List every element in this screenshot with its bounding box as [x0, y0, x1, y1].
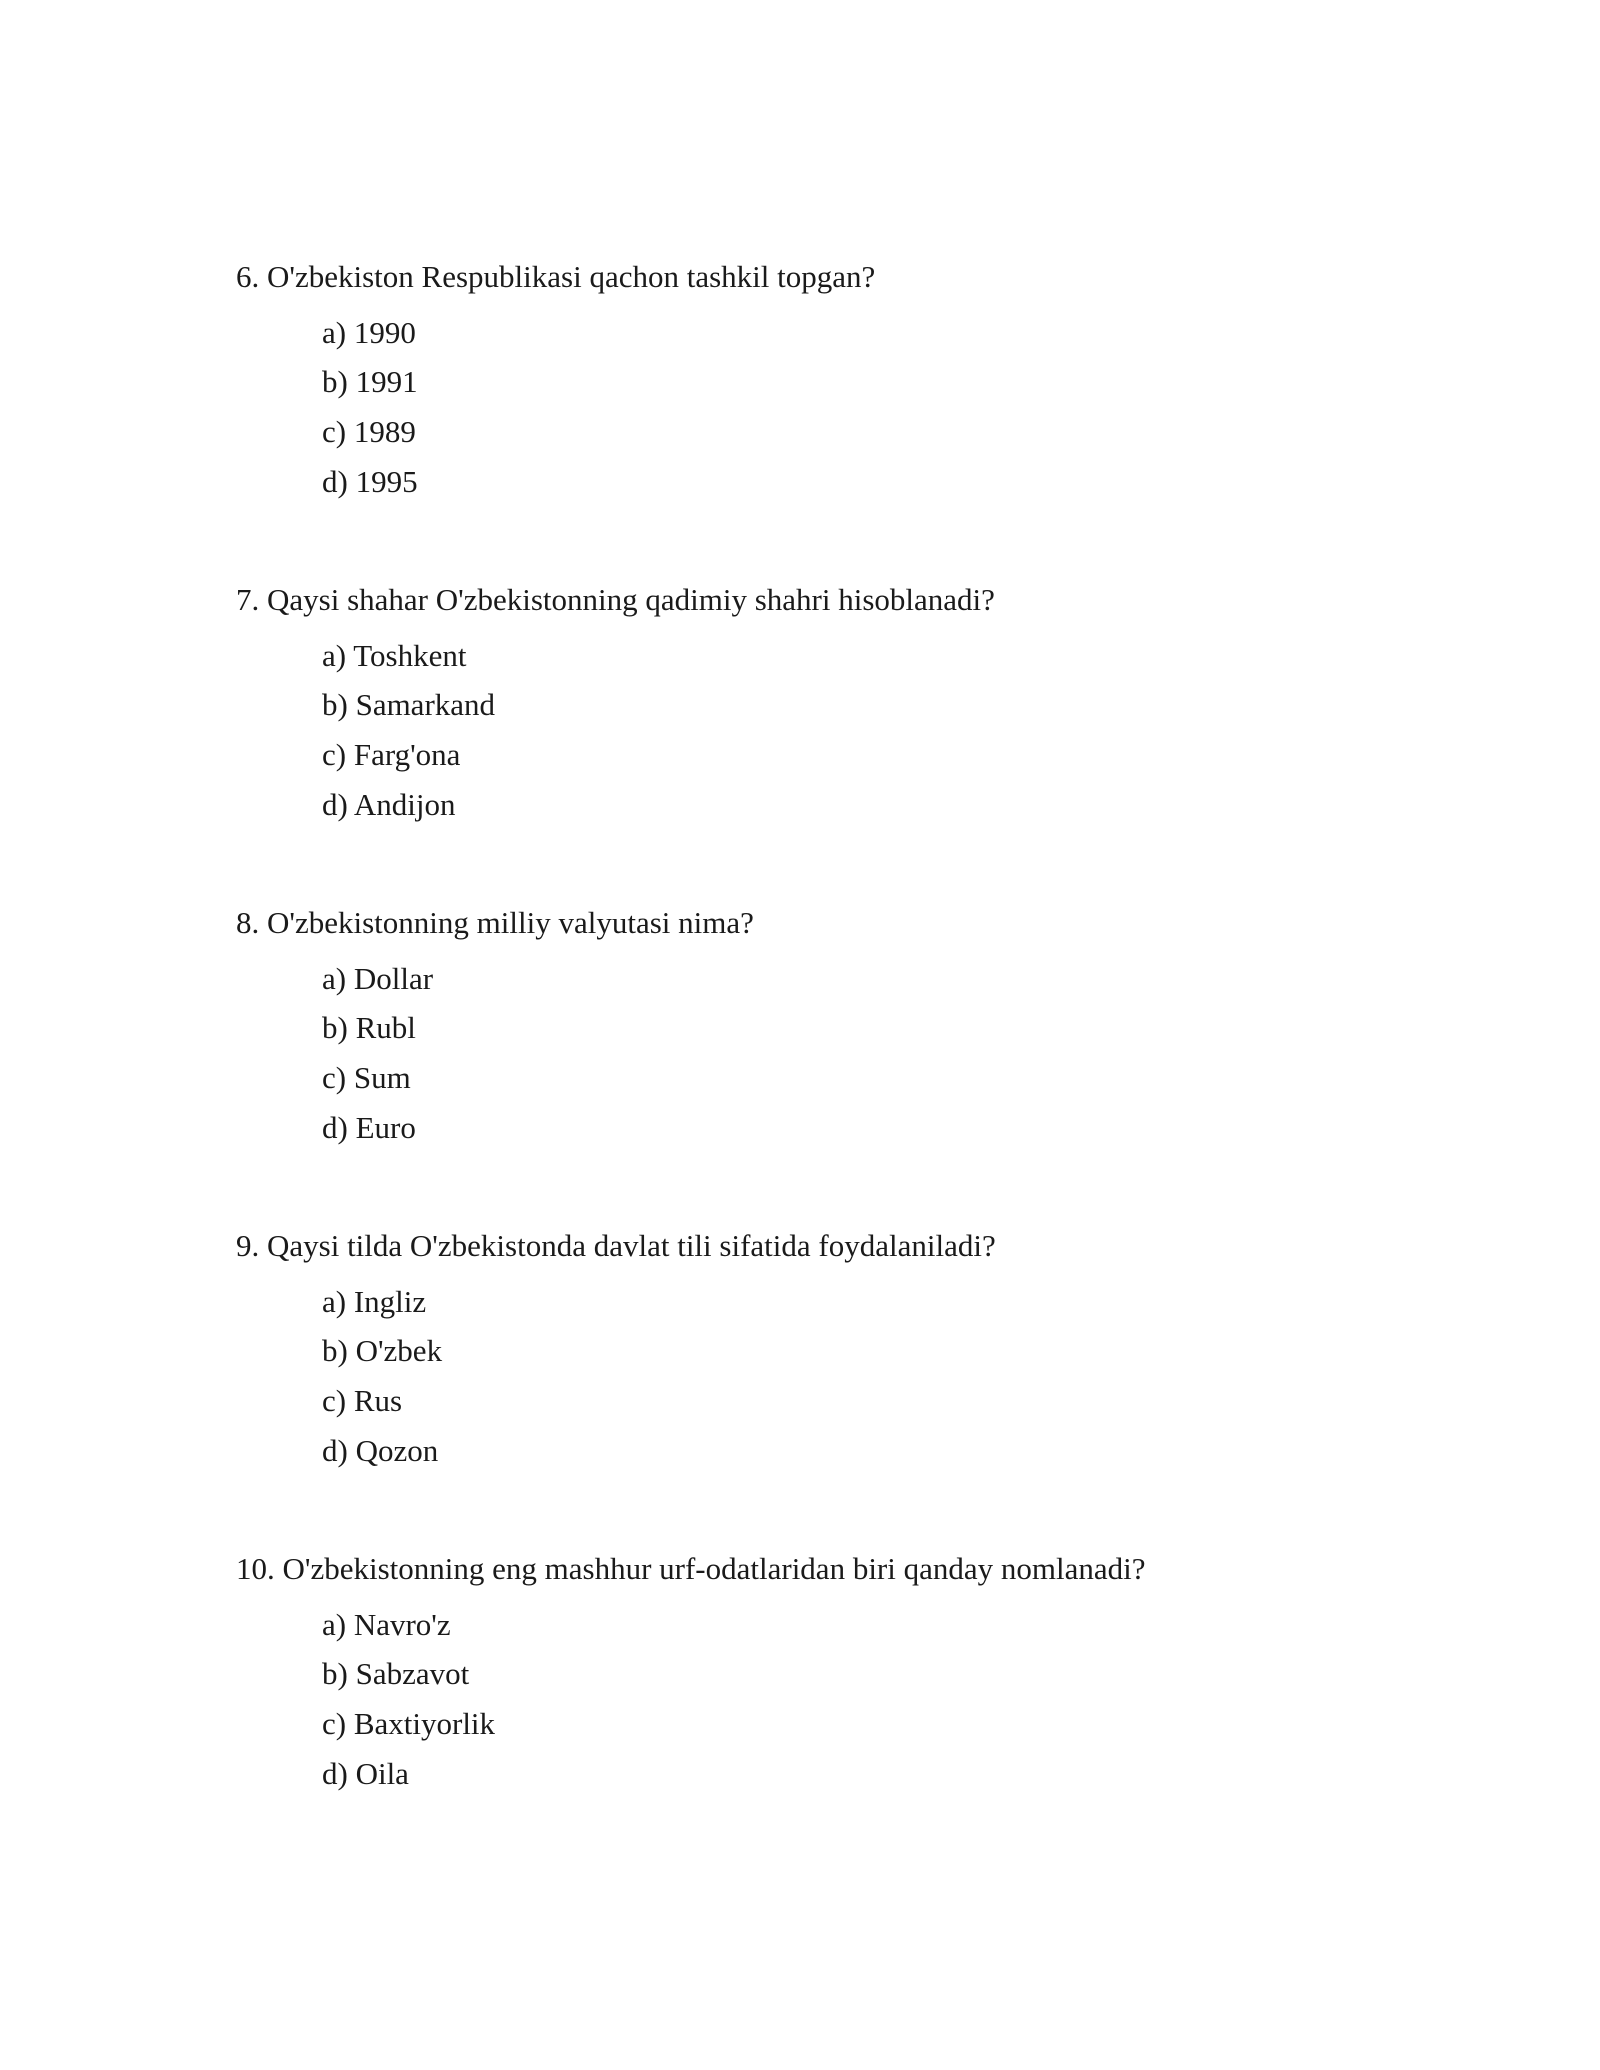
question-text: 8. O'zbekistonning milliy valyutasi nima?	[236, 905, 754, 940]
option-d: d) Euro	[322, 1110, 416, 1145]
option-a: a) Dollar	[322, 961, 434, 996]
option-d: d) 1995	[322, 464, 418, 499]
option-b: b) Samarkand	[322, 687, 496, 722]
option-d: d) Andijon	[322, 787, 456, 822]
option-c: c) Sum	[322, 1060, 411, 1095]
option-d: d) Qozon	[322, 1433, 439, 1468]
option-a: a) Navro'z	[322, 1607, 451, 1642]
option-b: b) Rubl	[322, 1010, 416, 1045]
option-a: a) 1990	[322, 315, 416, 350]
question-text: 6. O'zbekiston Respublikasi qachon tashkil topgan?	[236, 259, 876, 294]
option-b: b) O'zbek	[322, 1333, 443, 1368]
option-c: c) Farg'ona	[322, 737, 461, 772]
option-c: c) Rus	[322, 1383, 403, 1418]
option-a: a) Ingliz	[322, 1284, 427, 1319]
option-d: d) Oila	[322, 1756, 409, 1791]
option-c: c) Baxtiyorlik	[322, 1706, 496, 1741]
option-a: a) Toshkent	[322, 638, 467, 673]
question-text: 10. O'zbekistonning eng mashhur urf-odatlaridan biri qanday nomlanadi?	[236, 1551, 1146, 1586]
option-c: c) 1989	[322, 414, 416, 449]
question-text: 9. Qaysi tilda O'zbekistonda davlat tili sifatida foydalaniladi?	[236, 1228, 996, 1263]
option-b: b) Sabzavot	[322, 1656, 470, 1691]
question-text: 7. Qaysi shahar O'zbekistonning qadimiy shahri hisoblanadi?	[236, 582, 995, 617]
option-b: b) 1991	[322, 364, 418, 399]
